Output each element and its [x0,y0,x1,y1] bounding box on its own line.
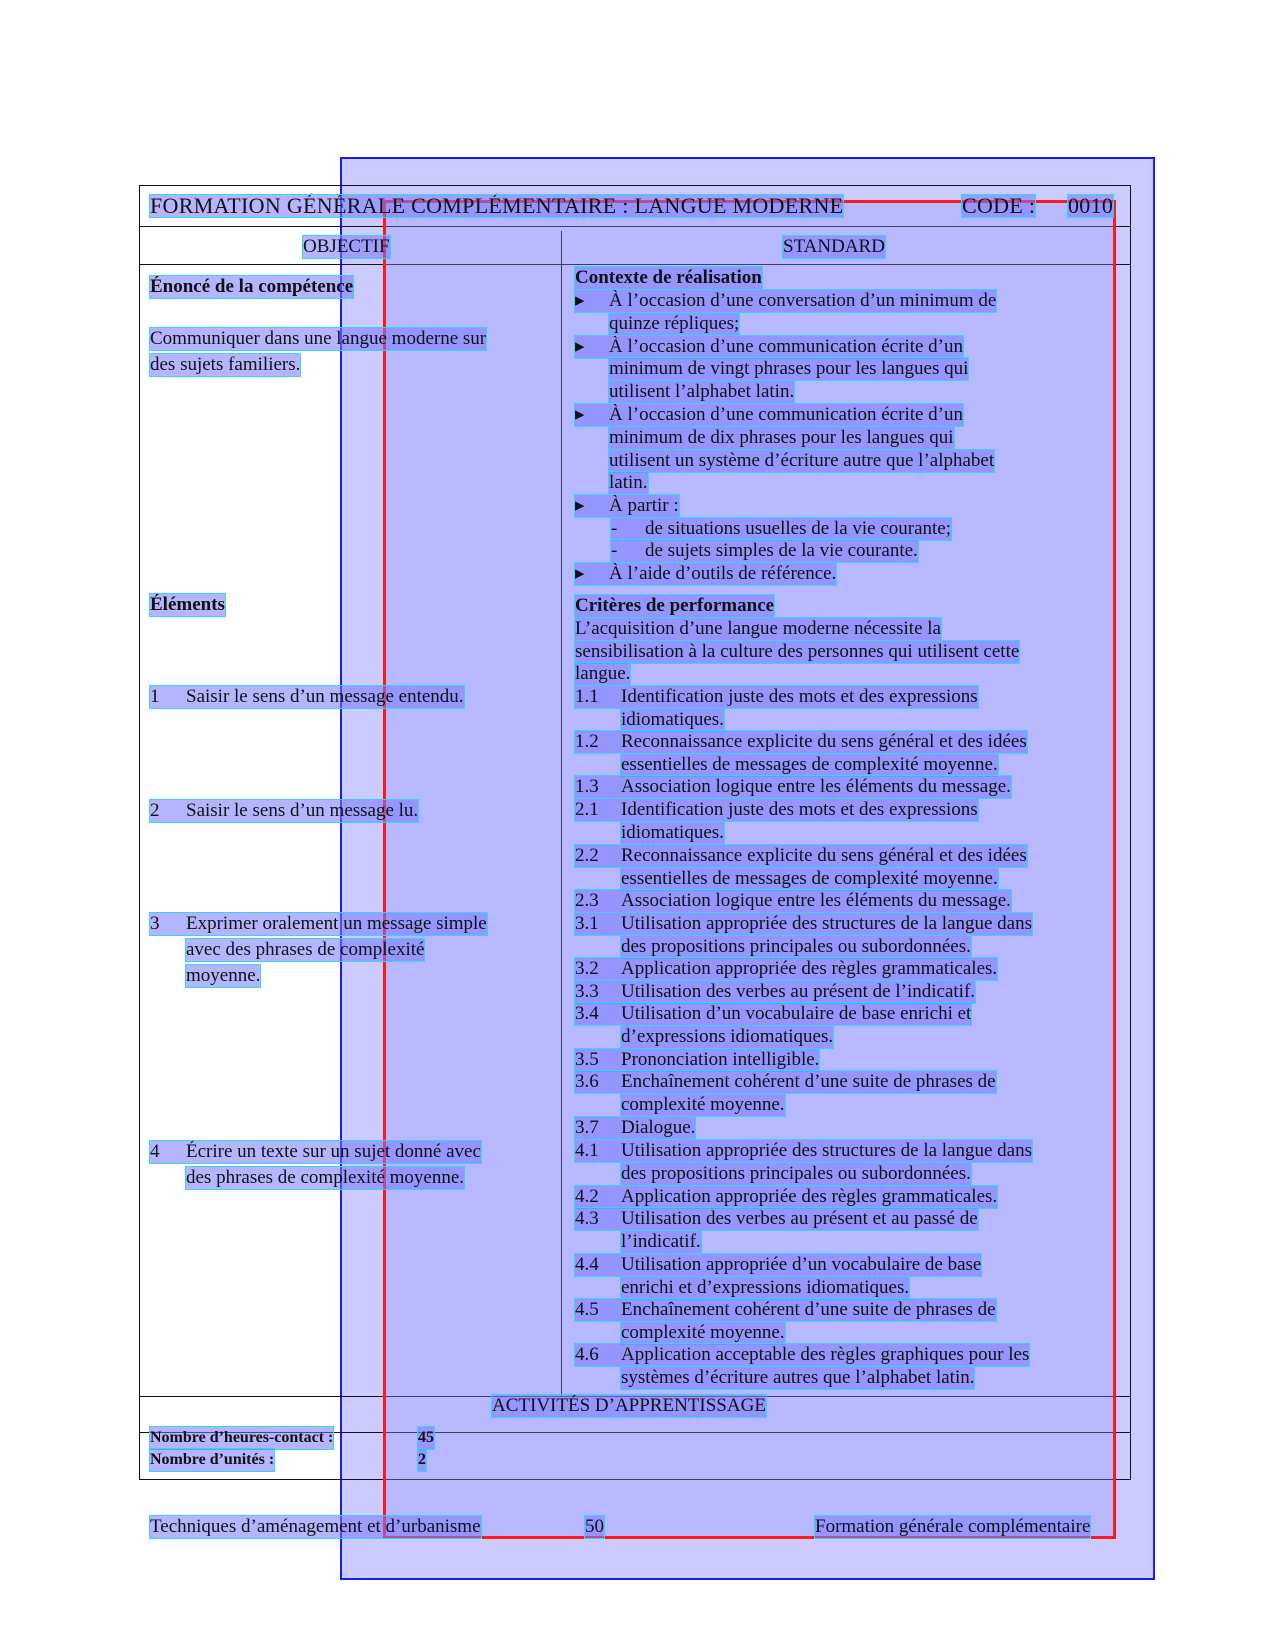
criterion-text-cont: des propositions principales ou subordonnées. [621,1162,971,1184]
criterion-number: 4.6 [575,1344,599,1365]
footer-section: Formation générale complémentaire [815,1516,1091,1537]
criterion-number: 4.1 [575,1140,599,1161]
criterion-text: Utilisation appropriée des structures de la langue dans [621,1140,1033,1161]
criterion-number: 3.2 [575,958,599,979]
criterion-text-cont: essentielles de messages de complexité moyenne. [621,867,998,889]
criterion-number: 3.4 [575,1003,599,1024]
criterion-text: Application appropriée des règles grammaticales. [621,958,998,979]
code-value: 0010 [1068,193,1114,218]
criteres-heading: Critères de performance [575,595,775,616]
contexte-line: ▸ À l’aide d’outils de référence. [575,563,837,584]
criterion-text: Prononciation intelligible. [621,1049,820,1070]
criterion-text: Utilisation des verbes au présent et au passé de [621,1208,978,1229]
criterion-text-cont: l’indicatif. [621,1230,701,1252]
bullet-icon: ▸ [575,336,585,357]
criterion-text: Dialogue. [621,1117,696,1138]
criterion-row [575,1299,996,1321]
criteres-intro: sensibilisation à la culture des personnes qui utilisent cette [575,641,1020,662]
element-number: 3 [150,913,160,934]
criterion-number: 1.1 [575,686,599,707]
criterion-text: Identification juste des mots et des expressions [621,799,978,820]
element-row [150,800,418,822]
element-text-cont: avec des phrases de complexité [186,939,425,960]
criterion-text: Reconnaissance explicite du sens général et des idées [621,845,1027,866]
units-value: 2 [418,1449,426,1471]
criterion-number: 3.1 [575,913,599,934]
criterion-text-cont: complexité moyenne. [621,1321,785,1343]
criteres-intro: L’acquisition d’une langue moderne nécessite la [575,618,941,639]
enonce-line-1: Communiquer dans une langue moderne sur [150,328,487,349]
criterion-number: 4.4 [575,1254,599,1275]
hours-value: 45 [418,1427,434,1449]
criterion-number: 4.5 [575,1299,599,1320]
criterion-row [575,890,1011,912]
criterion-number: 4.3 [575,1208,599,1229]
criterion-text-cont: complexité moyenne. [621,1093,785,1115]
criterion-number: 4.2 [575,1186,599,1207]
contexte-line: minimum de dix phrases pour les langues qui [609,427,954,448]
criterion-text: Application acceptable des règles graphiques pour les [621,1344,1030,1365]
criterion-row [575,1186,997,1208]
criterion-text: Utilisation d’un vocabulaire de base enrichi et [621,1003,972,1024]
criterion-text-cont: enrichi et d’expressions idiomatiques. [621,1276,910,1298]
contexte-line: - de situations usuelles de la vie courante; [611,518,952,539]
criterion-row [575,1208,978,1230]
elements-heading: Éléments [150,594,225,615]
criterion-row [575,1003,971,1025]
element-row [150,1141,481,1163]
criterion-text-cont: idiomatiques. [621,708,724,730]
criterion-row [575,731,1027,753]
document-title: FORMATION GÉNÉRALE COMPLÉMENTAIRE : LANGUE MODERNE [150,193,844,218]
criterion-text-cont: essentielles de messages de complexité moyenne. [621,753,998,775]
contexte-line: utilisent l’alphabet latin. [609,381,795,402]
element-number: 4 [150,1141,160,1162]
criteres-intro: langue. [575,663,631,684]
dash-icon: - [611,540,618,561]
enonce-heading: Énoncé de la compétence [150,276,354,297]
bullet-icon: ▸ [575,290,585,311]
criterion-row [575,845,1027,867]
contexte-heading: Contexte de réalisation [575,267,762,288]
criterion-text: Enchaînement cohérent d’une suite de phrases de [621,1299,996,1320]
enonce-line-2: des sujets familiers. [150,354,301,375]
criterion-number: 1.2 [575,731,599,752]
criterion-row [575,1071,996,1093]
criterion-number: 3.3 [575,981,599,1002]
criterion-text-cont: d’expressions idiomatiques. [621,1025,834,1047]
criterion-number: 2.1 [575,799,599,820]
criterion-text: Utilisation des verbes au présent de l’indicatif. [621,981,976,1002]
criterion-number: 3.6 [575,1071,599,1092]
element-text: Saisir le sens d’un message entendu. [186,686,464,707]
bullet-icon: ▸ [575,563,585,584]
code-label: CODE : [962,193,1036,218]
criterion-number: 2.2 [575,845,599,866]
criterion-text: Reconnaissance explicite du sens général et des idées [621,731,1027,752]
element-text: Exprimer oralement un message simple [186,913,487,934]
footer-program: Techniques d’aménagement et d’urbanisme [150,1516,481,1537]
element-text: Écrire un texte sur un sujet donné avec [186,1141,481,1162]
element-text: Saisir le sens d’un message lu. [186,800,419,821]
dash-icon: - [611,518,618,539]
criterion-row [575,776,1011,798]
criterion-row [575,958,997,980]
criterion-text: Utilisation appropriée des structures de la langue dans [621,913,1033,934]
criterion-row [575,686,978,708]
criterion-number: 1.3 [575,776,599,797]
hours-label: Nombre d’heures-contact : [150,1427,333,1449]
criterion-row [575,799,978,821]
criterion-row [575,1140,1032,1162]
criterion-text-cont: idiomatiques. [621,821,724,843]
criterion-text-cont: systèmes d’écriture autres que l’alphabet latin. [621,1366,975,1388]
contexte-line: utilisent un système d’écriture autre que l’alphabet [609,450,995,471]
element-row [150,686,464,708]
activities-heading: ACTIVITÉS D’APPRENTISSAGE [492,1395,766,1416]
contexte-line: minimum de vingt phrases pour les langues qui [609,358,969,379]
element-number: 1 [150,686,160,707]
contexte-line: ▸ À l’occasion d’une communication écrite d’un [575,336,964,357]
criterion-number: 3.7 [575,1117,599,1138]
criterion-row [575,1254,981,1276]
criterion-text: Association logique entre les éléments du message. [621,776,1011,797]
criterion-text: Application appropriée des règles grammaticales. [621,1186,998,1207]
bullet-icon: ▸ [575,495,585,516]
criterion-row [575,1344,1029,1366]
criterion-text-cont: des propositions principales ou subordonnées. [621,935,971,957]
contexte-line: ▸ À partir : [575,495,679,516]
element-text-cont: moyenne. [186,965,261,986]
contexte-line: ▸ À l’occasion d’une conversation d’un minimum de [575,290,997,311]
criterion-number: 3.5 [575,1049,599,1070]
contexte-line: quinze répliques; [609,313,740,334]
column-label-objectif: OBJECTIF [303,236,390,257]
element-number: 2 [150,800,160,821]
element-row [150,913,487,935]
criterion-text: Identification juste des mots et des expressions [621,686,978,707]
criterion-number: 2.3 [575,890,599,911]
criterion-text: Utilisation appropriée d’un vocabulaire de base [621,1254,982,1275]
contexte-line: - de sujets simples de la vie courante. [611,540,918,561]
column-label-standard: STANDARD [783,236,885,257]
criterion-text: Enchaînement cohérent d’une suite de phrases de [621,1071,996,1092]
criterion-row [575,1049,819,1071]
criterion-row [575,981,975,1003]
criterion-row [575,913,1032,935]
contexte-line: ▸ À l’occasion d’une communication écrite d’un [575,404,964,425]
criterion-row [575,1117,695,1139]
bullet-icon: ▸ [575,404,585,425]
units-label: Nombre d’unités : [150,1449,274,1471]
element-text-cont: des phrases de complexité moyenne. [186,1167,465,1188]
contexte-line: latin. [609,472,648,493]
criterion-text: Association logique entre les éléments du message. [621,890,1011,911]
page-number: 50 [585,1516,604,1537]
